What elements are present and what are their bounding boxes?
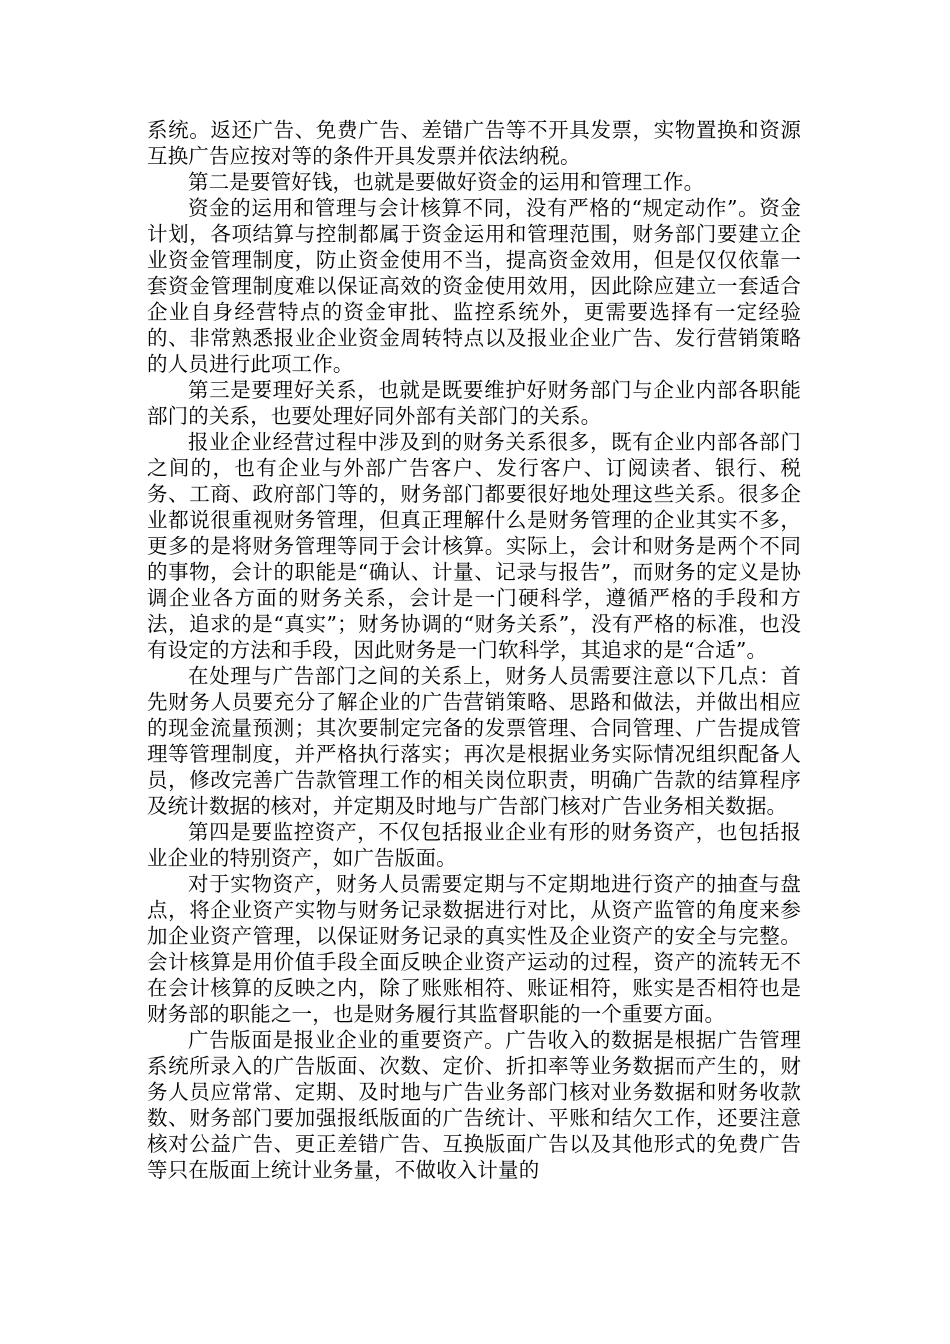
document-body — [147, 117, 801, 1183]
paragraph-continuation: 系统。返还广告、免费广告、差错广告等不开具发票，实物置换和资源互换广告应按对等的条件开具发票并依法纳税。 — [147, 118, 801, 168]
paragraph: 对于实物资产，财务人员需要定期与不定期地进行资产的抽查与盘点，将企业资产实物与财务记录数据进行对比，从资产监管的角度来参加企业资产管理，以保证财务记录的真实性及企业资产的安全与完整。会计核算是用价值手段全面反映企业资产运动的过程，资产的流转无不在会计核算的反映之内，除了账账相符、账证相符，账实是否相符也是财务部的职能之一，也是财务履行其监督职能的一个重要方面。 — [147, 872, 801, 1026]
paragraph: 第三是要理好关系，也就是既要维护好财务部门与企业内部各职能部门的关系，也要处理好同外部有关部门的关系。 — [147, 378, 801, 428]
paragraph: 广告版面是报业企业的重要资产。广告收入的数据是根据广告管理系统所录入的广告版面、次数、定价、折扣率等业务数据而产生的，财务人员应常常、定期、及时地与广告业务部门核对业务数据和财务收款数、财务部门要加强报纸版面的广告统计、平账和结欠工作，还要注意核对公益广告、更正差错广告、互换版面广告以及其他形式的免费广告等只在版面上统计业务量，不做收入计量的 — [147, 1028, 801, 1182]
paragraph: 第四是要监控资产，不仅包括报业企业有形的财务资产，也包括报业企业的特别资产，如广告版面。 — [147, 820, 801, 870]
paragraph: 报业企业经营过程中涉及到的财务关系很多，既有企业内部各部门之间的，也有企业与外部广告客户、发行客户、订阅读者、银行、税务、工商、政府部门等的，财务部门都要很好地处理这些关系。很多企业都说很重视财务管理，但真正理解什么是财务管理的企业其实不多，更多的是将财务管理等同于会计核算。实际上，会计和财务是两个不同的事物，会计的职能是“确认、计量、记录与报告”，而财务的定义是协调企业各方面的财务关系，会计是一门硬科学，遵循严格的手段和方法，追求的是“真实”；财务协调的“财务关系”，没有严格的标准，也没有设定的方法和手段，因此财务是一门软科学，其追求的是“合适”。 — [147, 430, 801, 662]
paragraph: 第二是要管好钱，也就是要做好资金的运用和管理工作。 — [188, 170, 705, 194]
paragraph: 在处理与广告部门之间的关系上，财务人员需要注意以下几点：首先财务人员要充分了解企业的广告营销策略、思路和做法，并做出相应的现金流量预测；其次要制定完备的发票管理、合同管理、广告提成管理等管理制度，并严格执行落实；再次是根据业务实际情况组织配备人员，修改完善广告款管理工作的相关岗位职责，明确广告款的结算程序及统计数据的核对，并定期及时地与广告部门核对广告业务相关数据。 — [147, 664, 801, 818]
paragraph: 资金的运用和管理与会计核算不同，没有严格的“规定动作”。资金计划，各项结算与控制都属于资金运用和管理范围，财务部门要建立企业资金管理制度，防止资金使用不当，提高资金效用，但是仅仅依靠一套资金管理制度难以保证高效的资金使用效用，因此除应建立一套适合企业自身经营特点的资金审批、监控系统外，更需要选择有一定经验的、非常熟悉报业企业资金周转特点以及报业企业广告、发行营销策略的人员进行此项工作。 — [147, 196, 801, 376]
